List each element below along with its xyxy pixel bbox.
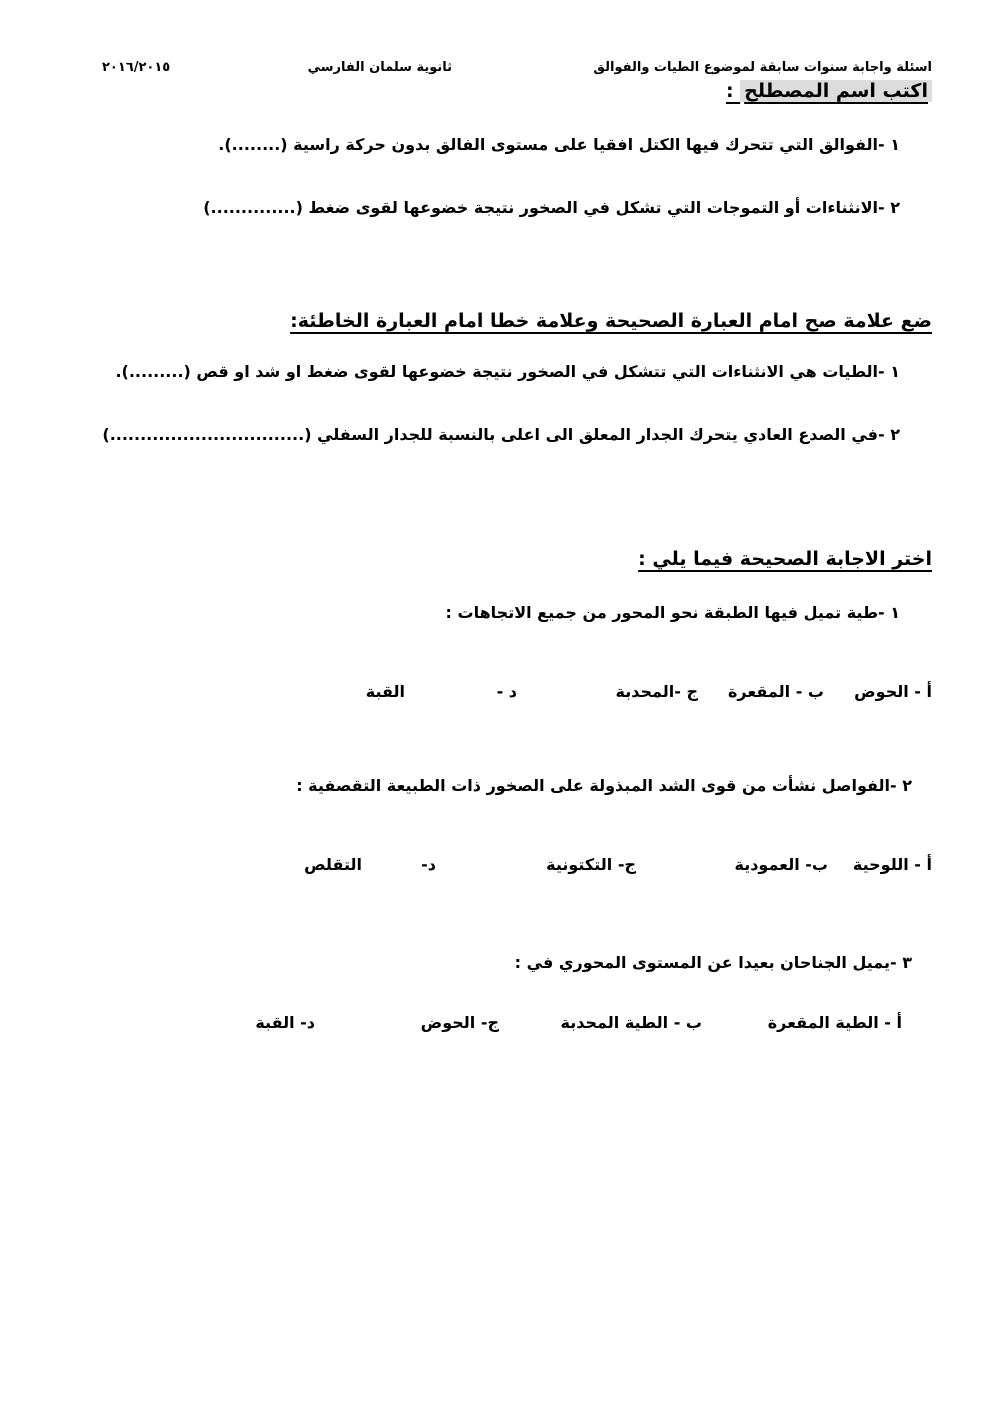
header-year: ٢٠١٦/٢٠١٥ xyxy=(102,60,171,75)
section2-heading: ضع علامة صح امام العبارة الصحيحة وعلامة خطا امام العبارة الخاطئة: xyxy=(290,310,932,332)
section2-item-1: ١ -الطيات هي الانثناءات التي تتشكل في الصخور نتيجة خضوعها لقوى ضغط او شد او قص (.........). xyxy=(115,362,900,381)
section1-heading-highlight: اكتب اسم المصطلح xyxy=(740,80,932,102)
section1-item-1: ١ -الفوالق التي تتحرك فيها الكتل افقيا على مستوى الفالق بدون حركة راسية (........). xyxy=(218,135,900,154)
q2-option-d-text: التقلص xyxy=(304,855,362,874)
q3-option-b: ب - الطية المحدبة xyxy=(560,1013,702,1032)
q2-option-d: د- xyxy=(421,855,436,874)
q2-option-a: أ - اللوحية xyxy=(852,855,932,874)
section1-heading-colon: : xyxy=(725,80,741,102)
section3-heading: اختر الاجابة الصحيحة فيما يلي : xyxy=(638,548,932,570)
q3-option-d: د- القبة xyxy=(255,1013,315,1032)
section3-question-3: ٣ -يميل الجناحان بعيدا عن المستوى المحوري في : xyxy=(514,953,912,972)
section3-question-1: ١ -طية تميل فيها الطبقة نحو المحور من جميع الاتجاهات : xyxy=(445,603,900,622)
q1-option-d-text: القبة xyxy=(365,682,405,701)
header-school: ثانوية سلمان الفارسي xyxy=(307,60,452,75)
q1-option-a: أ - الحوض xyxy=(854,682,932,701)
section3-question-2: ٢ -الفواصل نشأت من قوى الشد المبذولة على الصخور ذات الطبيعة التقصفية : xyxy=(296,776,912,795)
q1-option-b: ب - المقعرة xyxy=(727,682,824,701)
q1-option-d: د - xyxy=(496,682,517,701)
section1-heading xyxy=(726,80,932,102)
header-title: اسئلة واجابة سنوات سابقة لموضوع الطيات والفوالق xyxy=(593,60,932,75)
q2-option-b: ب- العمودية xyxy=(734,855,828,874)
q1-option-c: ج -المحدبة xyxy=(615,682,698,701)
section1-item-2: ٢ -الانثناءات أو التموجات التي تشكل في الصخور نتيجة خضوعها لقوى ضغط (..............) xyxy=(203,198,900,217)
q3-option-c: ج- الحوض xyxy=(420,1013,499,1032)
section2-item-2: ٢ -في الصدع العادي يتحرك الجدار المعلق الى اعلى بالنسبة للجدار السفلي (................................) xyxy=(102,425,900,444)
q3-option-a: أ - الطية المقعرة xyxy=(767,1013,902,1032)
q2-option-c: ج- التكتونية xyxy=(546,855,636,874)
